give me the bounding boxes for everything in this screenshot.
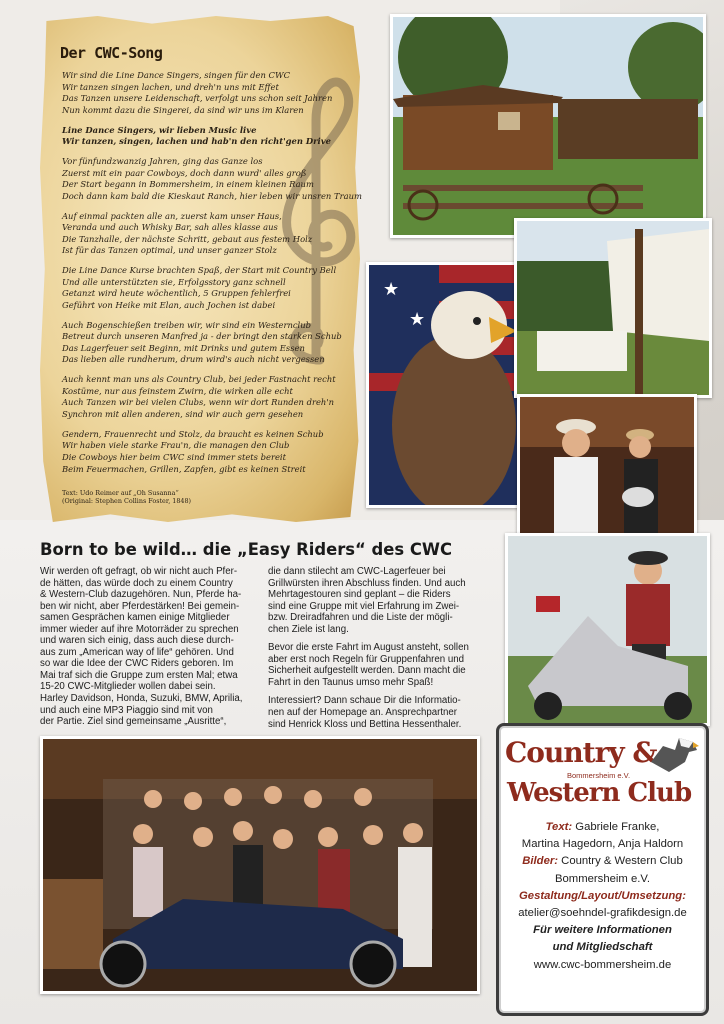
eagle-icon (649, 732, 699, 776)
article-line: samen Gesprächen kamen einige Mitglieder (40, 612, 230, 624)
song-stanza (62, 265, 352, 311)
song-line: Line Dance Singers, wir lieben Music live (62, 124, 257, 135)
credit-line: (Original: Stephen Collins Foster, 1848) (62, 497, 192, 505)
article-paragraph (268, 642, 490, 688)
article-line: Wir werden oft gefragt, ob wir nicht auch Pfer- (40, 566, 238, 577)
song-line: Das Lagerfeuer seit Beginn, mit Drinks und gutem Essen (62, 342, 305, 353)
article-line: bzw. Dreiradfahren und die Liste der mögli- (268, 612, 453, 624)
song-stanza (62, 429, 352, 475)
song-line: Das lieben alle rundherum, drum wird's auch nicht vergessen (62, 354, 325, 365)
group-motorcycle-photo (40, 736, 480, 994)
article-line: Fahrt in den Taunus umso mehr Spaß! (268, 676, 434, 688)
images-value: Bommersheim e.V. (554, 872, 650, 885)
song-line: Auch kennt man uns als Country Club, bei jeder Fastnacht recht (62, 374, 336, 385)
song-line: Auch Bogenschießen treiben wir, wir sind ein Westernclub (62, 319, 311, 330)
article-line: Grillwürsten ihren Abschluss finden. Und auch (268, 577, 466, 589)
article-line: chen Ziele ist lang. (268, 623, 349, 635)
ranch-photo (390, 14, 706, 238)
song-line: Die Line Dance Kurse brachten Spaß, der Start mit Country Bell (62, 265, 337, 276)
article-line: der Partie. Ziel sind gemeinsame „Ausritte“, (40, 716, 227, 728)
song-line: Synchron mit allen anderen, sind wir auch gern gesehen (62, 408, 304, 419)
article-paragraph (268, 566, 490, 635)
article-line: Bevor die erste Fahrt im August ansteht, sollen (268, 642, 469, 654)
more-info: Für weitere Informationen (533, 924, 672, 937)
scooter-photo (505, 533, 710, 726)
song-line: Kostüme, nur aus feinstem Zwirn, die wirken alle echt (62, 385, 293, 396)
song-stanza (62, 374, 352, 420)
article-line: Harley Davidson, Honda, Suzuki, BMW, Aprilia, (40, 693, 243, 705)
song-line: Wir haben viele starke Frau'n, die managen den Club (62, 440, 290, 451)
website: www.cwc-bommersheim.de (533, 958, 672, 971)
credits (499, 819, 706, 974)
article-line: sind eine Gruppe mit viel Erfahrung im Zwei- (268, 600, 460, 612)
article-line: aus zum „American way of life“ gehören. Und (40, 646, 234, 658)
article-line: Sicherheit aufgestellt werden. Dann macht die (268, 665, 466, 677)
text-names: Martina Hagedorn, Anja Haldorn (521, 838, 684, 851)
article-line: de hätten, das würde doch zu einem Country (40, 577, 233, 589)
article-line: Mehrtagestouren sind geplant – die Riders (268, 589, 451, 601)
svg-text:★: ★ (409, 309, 426, 330)
song-line: Die Tanzhalle, der nächste Schritt, gebaut aus festem Holz (62, 233, 313, 244)
song-line: Betreut durch unseren Manfred ja - der bringt den starken Schub (62, 331, 342, 342)
club-info-box (496, 723, 709, 1016)
song-line: Getanzt wird heute wöchentlich, 5 Gruppen fehlerfrei (62, 288, 291, 299)
article-line: aber erst noch Regeln für Gruppenfahren und (268, 653, 465, 665)
article-line: Interessiert? Dann schaue Dir die Informatio- (268, 695, 461, 707)
song-lyrics (62, 70, 362, 483)
song-line: Der Start begann in Bommersheim, in einem kleinen Raum (62, 179, 314, 190)
article-line: und auch eine MP3 Piaggio sind mit von (40, 704, 213, 716)
song-line: Wir sind die Line Dance Singers, singen für den CWC (62, 70, 290, 80)
song-credit (62, 489, 191, 505)
article-headline: Born to be wild… die „Easy Riders“ des CWC (40, 540, 452, 559)
song-stanza (62, 125, 352, 148)
song-stanza (62, 70, 352, 116)
article-paragraph (40, 566, 255, 728)
article-paragraph (268, 695, 490, 730)
song-line: Auf einmal packten alle an, zuerst kam unser Haus, (62, 210, 282, 221)
song-line: Geführt von Heike mit Elan, auch Jochen ist dabei (62, 299, 276, 310)
text-label: Text: (545, 821, 573, 833)
song-stanza (62, 211, 352, 257)
article-line: immer wieder auf ihre Motorräder zu sprechen (40, 623, 239, 635)
more-info: und Mitgliedschaft (552, 941, 653, 954)
text-names: Gabriele Franke, (575, 821, 660, 833)
logo-subtitle: Bommersheim e.V. (567, 771, 631, 780)
song-line: Veranda und auch Whisky Bar, sah alles klasse aus (62, 222, 278, 233)
song-line: Ist für das Tanzen optimal, und unser ganzer Stolz (62, 245, 277, 256)
song-line: Die Cowboys hier beim CWC sind immer stets bereit (62, 451, 286, 462)
article-line: und waren sich einig, dass auch diese durch- (40, 635, 234, 647)
song-line: Beim Feuermachen, Grillen, Zapfen, gibt es keinen Streit (62, 463, 306, 474)
song-line: Zuerst mit ein paar Cowboys, doch dann wurd' alles groß (62, 167, 307, 178)
article-line: 15-20 CWC-Mitglieder wollen dabei sein. (40, 681, 216, 693)
images-value: Country & Western Club (561, 855, 683, 868)
design-label: Gestaltung/Layout/Umsetzung: (519, 889, 686, 902)
eagle-flag-photo (366, 262, 522, 508)
article-line: nen auf der Homepage an. Ansprechpartner (268, 707, 458, 719)
article-line: so war die Idee der CWC Riders geboren. Im (40, 658, 234, 670)
article-line: Mai traf sich die Gruppe zum ersten Mal; etwa (40, 669, 238, 681)
song-title: Der CWC-Song (60, 44, 163, 62)
article-line: sind Henrick Kloss und Bettina Hessenthaler. (268, 718, 462, 730)
song-line: Wir tanzen singen lachen, und dreh'n uns mit Effet (62, 81, 279, 92)
song-stanza (62, 155, 362, 202)
article-line: die dann stilecht am CWC-Lagerfeuer bei (268, 566, 446, 577)
song-stanza (62, 320, 352, 366)
tent-photo (514, 218, 712, 398)
song-line: Doch dann kam bald die Kieskaut Ranch, hier leben wir unsren Traum (62, 190, 362, 201)
article-line: & Western-Club dazugehören. Nun, Pferde ha- (40, 589, 242, 601)
article-column-2 (268, 566, 490, 737)
article-line: ben wir nicht, aber Pferdestärken! Bei gemein- (40, 600, 240, 612)
song-line: Nun kommt dazu die Singerei, da sind wir uns im Klaren (62, 104, 304, 115)
logo-line-2: Western Club (507, 778, 692, 808)
song-line: Auch Tanzen wir bei vielen Clubs, wenn wir dort Runden dreh'n (62, 397, 335, 408)
band-photo (517, 394, 697, 542)
song-line: Vor fünfundzwanzig Jahren, ging das Ganze los (62, 155, 263, 166)
song-line: Wir tanzen, singen, lachen und hab'n den richt'gen Drive (62, 136, 331, 147)
logo-line-1: Country & (505, 736, 657, 769)
article-column-1 (40, 566, 255, 735)
credit-line: Text: Udo Reimer auf „Oh Susanna“ (62, 489, 179, 497)
song-line: Das Tanzen unsere Leidenschaft, verfolgt uns schon seit Jahren (62, 93, 333, 104)
images-label: Bilder: (522, 855, 559, 868)
design-email: atelier@soehndel-grafikdesign.de (518, 907, 687, 920)
svg-text:★: ★ (383, 279, 400, 300)
song-line: Gendern, Frauenrecht und Stolz, da braucht es keinen Schub (62, 428, 324, 439)
song-line: Und alle unterstützten sie, Erfolgsstory ganz schnell (62, 276, 286, 287)
